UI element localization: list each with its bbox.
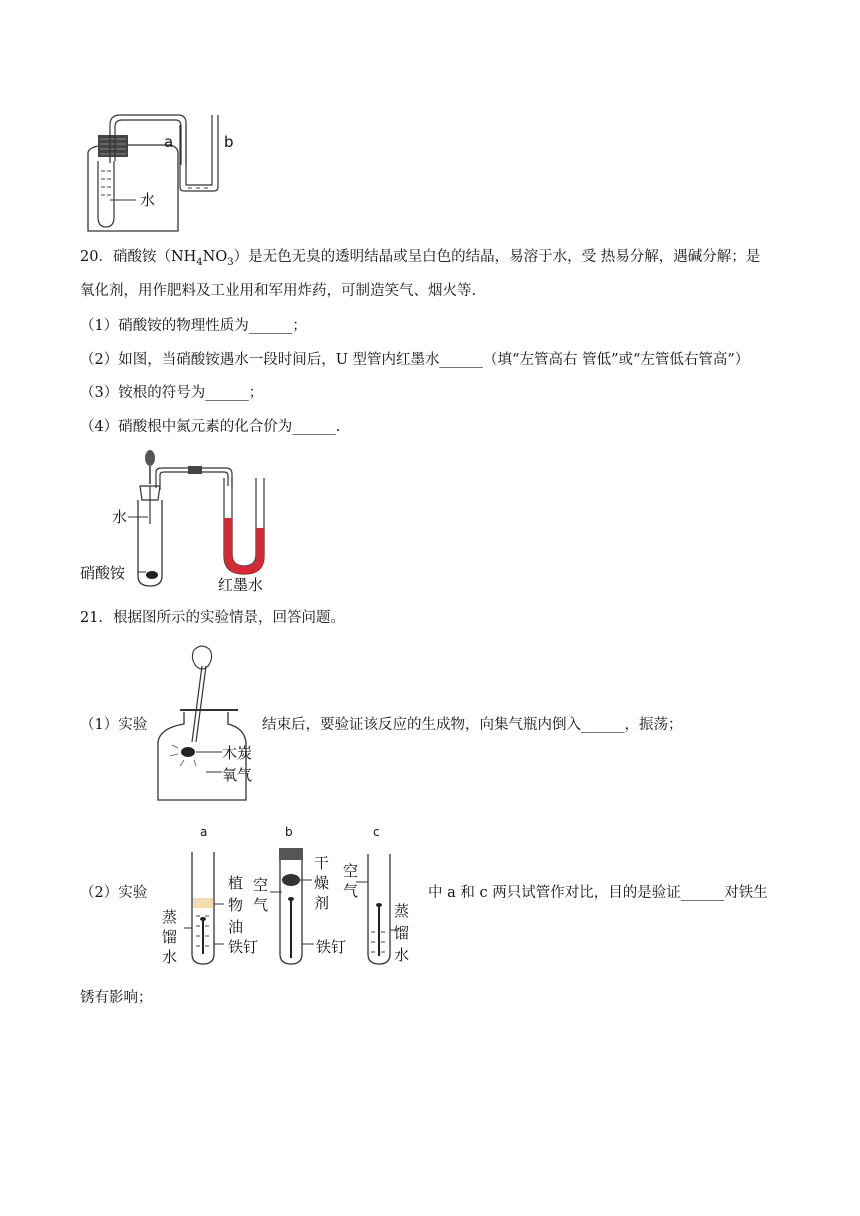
label-ammonium-nitrate: 硝酸铵 (80, 564, 126, 582)
label-water: 水 (112, 508, 128, 526)
q20-sub-question-3: （3）铵根的符号为______； (80, 385, 264, 401)
q20-stem-line1: 20．硝酸铵$(NH_4NO_3)$是无色无臭的透明结晶或呈白色的结晶，易溶于水，受 热易分解，遇碱分解；是 (80, 249, 761, 268)
q21-part2-continued: 锈有影响； (80, 990, 153, 1006)
label-b: b (224, 133, 234, 151)
figure-q21-rust-tubes (158, 822, 418, 976)
q20-sub-question-4: （4）硝酸根中氮元素的化合价为______. (80, 419, 341, 435)
label-air-b-2: 气 (253, 896, 269, 914)
label-water-a-1: 蒸 (162, 908, 178, 926)
label-veg-oil-2: 物 (228, 896, 244, 914)
q21-part2-pre: （2）实验 (80, 885, 148, 901)
label-desiccant-3: 剂 (314, 894, 330, 912)
q20-sub-question-1: （1）硝酸铵的物理性质为______； (80, 318, 307, 334)
label-desiccant-1: 干 (314, 854, 330, 872)
tube-b-label: b (285, 825, 293, 839)
label-water-c-3: 水 (394, 946, 410, 964)
label-water-a-3: 水 (162, 948, 178, 966)
label-air-c-1: 空 (343, 862, 359, 880)
figure-q20-apparatus (78, 448, 298, 602)
q21-part1-pre: （1）实验 (80, 717, 148, 733)
tube-c-label: c (373, 825, 380, 839)
label-nail-a: 铁钉 (228, 938, 259, 956)
label-air-c-2: 气 (343, 882, 359, 900)
label-oxygen: 氧气 (222, 766, 253, 784)
q20-stem-line2: 氧化剂，用作肥料及工业用和军用炸药，可制造笑气、烟火等. (80, 283, 477, 299)
q20-sub-question-2: （2）如图，当硝酸铵遇水一段时间后，U 型管内红墨水______（填“左管高右 管低”或“左管低右管高”） (80, 352, 750, 368)
q21-part1-post: 结束后，要验证该反应的生成物，向集气瓶内倒入______，振荡； (262, 717, 683, 733)
label-veg-oil-3: 油 (228, 918, 244, 936)
label-water-c-1: 蒸 (394, 902, 410, 920)
label-air-b-1: 空 (253, 876, 269, 894)
label-red-ink: 红墨水 (218, 576, 264, 594)
label-a: a (164, 133, 174, 151)
label-veg-oil-1: 植 (228, 874, 244, 892)
label-water: 水 (140, 191, 156, 209)
label-nail-b: 铁钉 (316, 938, 347, 956)
label-charcoal: 木炭 (222, 744, 253, 762)
q21-part2-post: 中 a 和 c 两只试管作对比，目的是验证______对铁生 (428, 885, 768, 901)
figure-q21-charcoal (150, 642, 260, 808)
figure-q19-apparatus (70, 105, 250, 239)
tube-a-label: a (200, 825, 208, 839)
label-water-c-2: 馏 (394, 924, 410, 942)
label-desiccant-2: 燥 (314, 874, 330, 892)
label-water-a-2: 馏 (162, 928, 178, 946)
q21-stem: 21．根据图所示的实验情景，回答问题。 (80, 610, 345, 626)
